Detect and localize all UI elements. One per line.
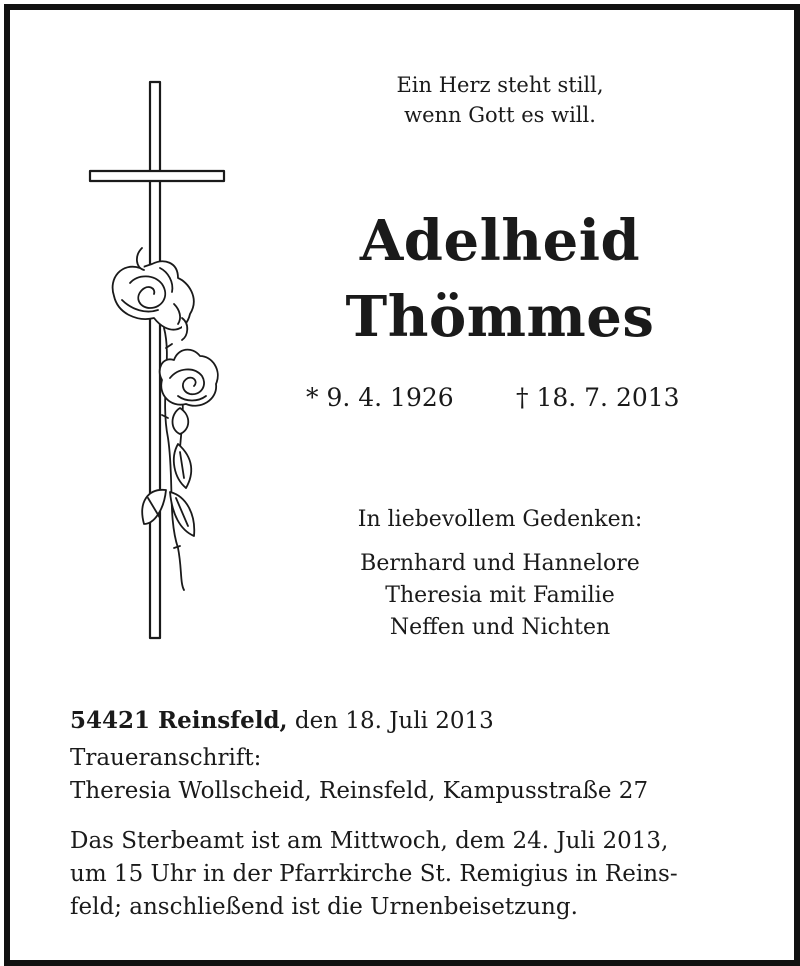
deceased-last-name: Thömmes bbox=[345, 284, 655, 350]
deceased-first-name: Adelheid bbox=[359, 208, 641, 274]
death-date: † 18. 7. 2013 bbox=[516, 383, 680, 412]
address-value: Theresia Wollscheid, Reinsfeld, Kampusstraße 27 bbox=[70, 778, 649, 804]
place: 54421 Reinsfeld, bbox=[70, 707, 288, 734]
cross-with-roses-icon bbox=[82, 78, 232, 644]
mourner-line: Neffen und Nichten bbox=[389, 615, 611, 640]
motto-line-1: Ein Herz steht still, bbox=[396, 73, 604, 97]
motto bbox=[310, 70, 690, 130]
remembrance-heading: In liebevollem Gedenken: bbox=[357, 507, 643, 532]
service-line: feld; anschließend ist die Urnenbeisetzung. bbox=[70, 894, 578, 920]
place-and-date bbox=[70, 704, 770, 738]
mourner-line: Theresia mit Familie bbox=[385, 583, 615, 608]
address-label: Traueranschrift: bbox=[70, 745, 262, 771]
date: den 18. Juli 2013 bbox=[294, 708, 494, 734]
motto-line-2: wenn Gott es will. bbox=[404, 103, 596, 127]
mourners-list bbox=[300, 548, 700, 644]
birth-date: * 9. 4. 1926 bbox=[306, 383, 454, 412]
service-line: um 15 Uhr in der Pfarrkirche St. Remigius in Reins- bbox=[70, 861, 678, 887]
obituary-frame bbox=[4, 4, 800, 966]
service-line: Das Sterbeamt ist am Mittwoch, dem 24. Juli 2013, bbox=[70, 828, 669, 854]
mourning-address bbox=[70, 742, 770, 808]
funeral-service-info bbox=[70, 825, 770, 924]
mourner-line: Bernhard und Hannelore bbox=[360, 551, 640, 576]
